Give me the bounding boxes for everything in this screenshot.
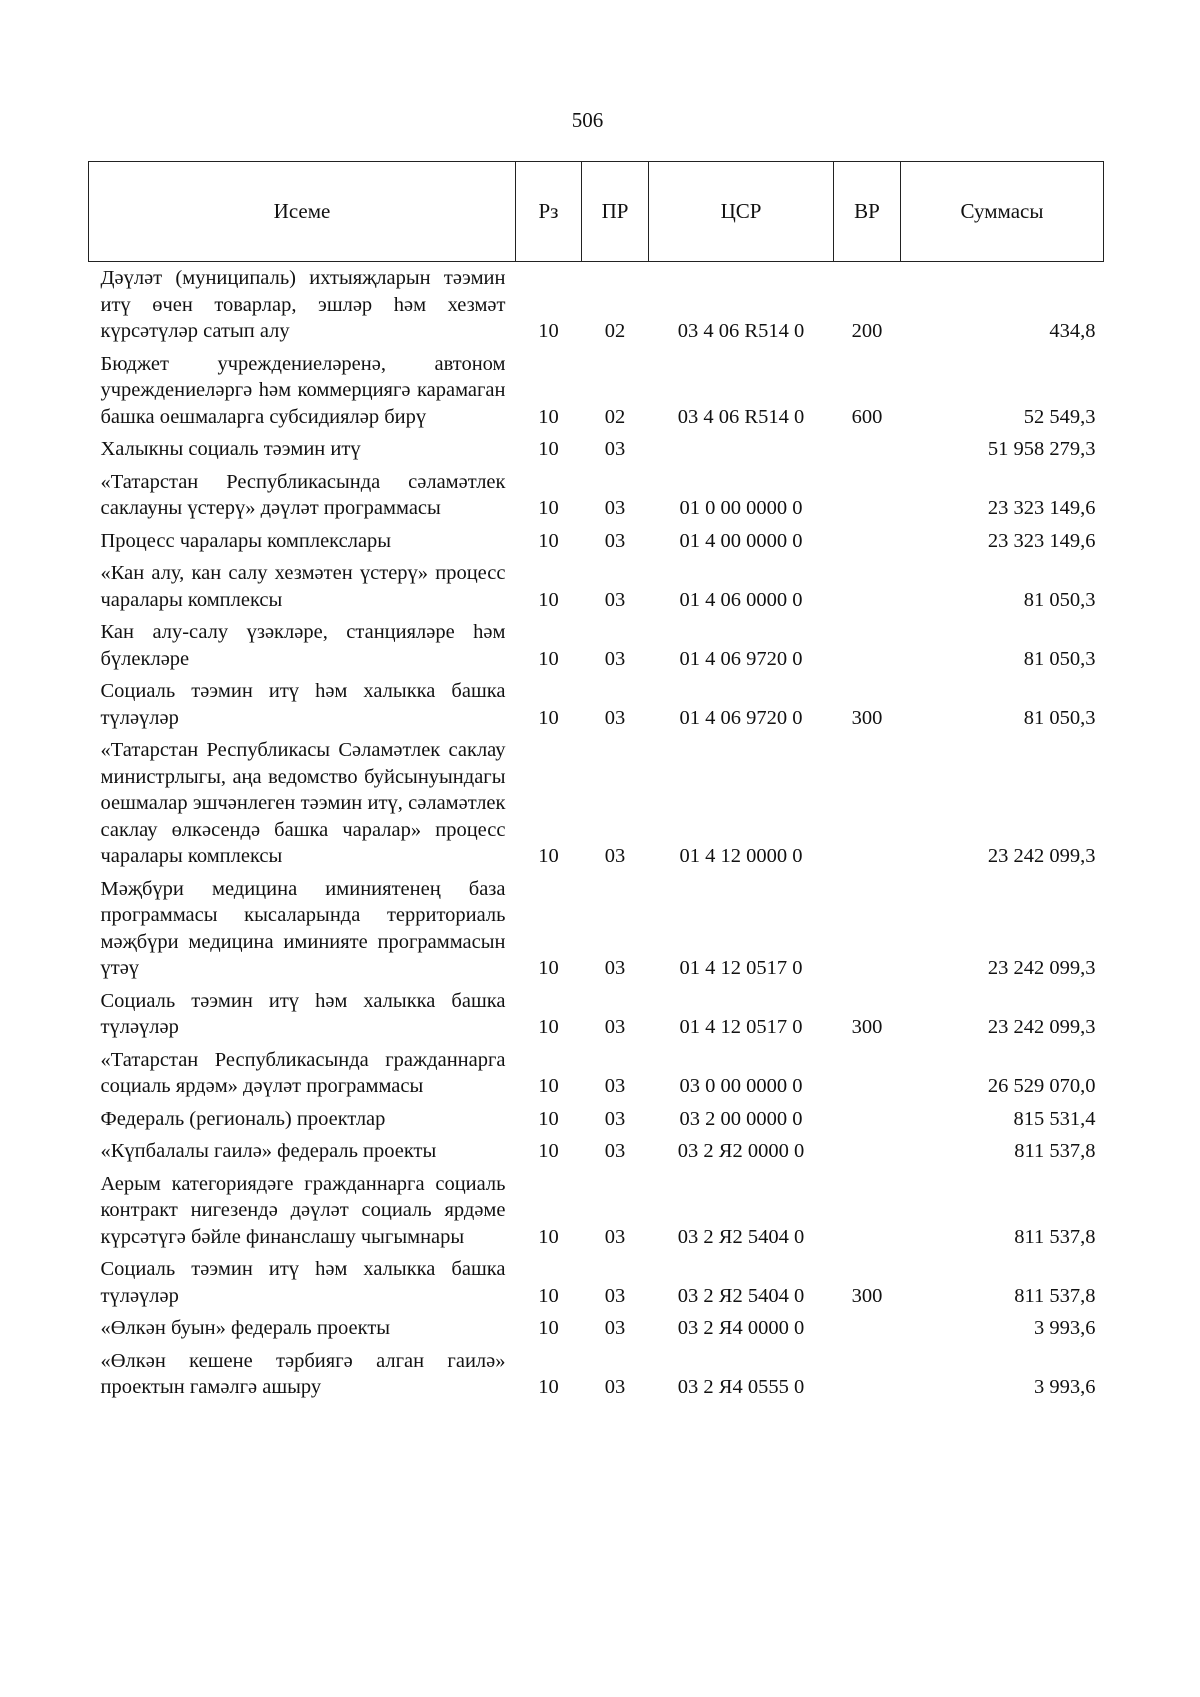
table-row	[89, 1312, 1104, 1345]
cell-sum: 26 529 070,0	[987, 1075, 1096, 1097]
cell-vr: 300	[851, 1016, 883, 1038]
table-row	[89, 675, 1104, 734]
cell-vr	[834, 1044, 901, 1103]
cell-vr	[834, 1103, 901, 1136]
cell-sum: 23 242 099,3	[987, 1016, 1096, 1038]
cell-pr: 03	[604, 957, 626, 979]
table-row	[89, 262, 1104, 348]
cell-pr: 03	[604, 1317, 626, 1339]
cell-vr	[834, 557, 901, 616]
cell-rz: 10	[538, 1317, 559, 1339]
table-row	[89, 348, 1104, 434]
cell-name: «Өлкән кешене тәрбиягә алган гаилә» проектын гамәлгә ашыру	[100, 1349, 506, 1398]
cell-pr: 03	[604, 706, 626, 729]
cell-name: Аерым категориядәге гражданнарга социаль контракт нигезендә дәүләт социаль ярдәме күрсәтүгә бәйле финанслашу чыгымнары	[100, 1172, 506, 1248]
table-row	[89, 734, 1104, 873]
cell-rz: 10	[538, 1376, 559, 1398]
table-row	[89, 873, 1104, 985]
cell-vr	[834, 1345, 901, 1404]
cell-sum: 81 050,3	[1023, 706, 1096, 729]
table-row	[89, 557, 1104, 616]
cell-pr: 03	[604, 438, 626, 460]
cell-csr: 01 4 12 0000 0	[679, 845, 803, 867]
header-vr: ВР	[834, 162, 901, 262]
cell-sum: 811 537,8	[1014, 1225, 1096, 1248]
cell-vr	[834, 525, 901, 558]
cell-pr: 03	[604, 1107, 626, 1130]
table-row	[89, 1253, 1104, 1312]
cell-name: Социаль тәэмин итү һәм халыкка башка түләүләр	[100, 1258, 506, 1307]
cell-name: Кан алу-салу үзәкләре, станцияләре һәм бүлекләре	[100, 621, 506, 670]
budget-table	[88, 161, 1104, 1404]
cell-name: «Татарстан Республикасында сәламәтлек саклауны үстерү» дәүләт программасы	[100, 470, 506, 519]
cell-vr	[834, 433, 901, 466]
cell-sum: 81 050,3	[1023, 588, 1096, 611]
cell-name: «Күпбалалы гаилә» федераль проекты	[100, 1140, 437, 1162]
cell-name: Процесс чаралары комплекслары	[100, 529, 392, 552]
cell-rz: 10	[538, 438, 559, 460]
cell-vr: 300	[851, 706, 883, 729]
cell-vr: 600	[851, 405, 883, 428]
cell-pr: 03	[604, 588, 626, 611]
cell-rz: 10	[538, 1107, 559, 1130]
header-rz: Рз	[516, 162, 582, 262]
cell-rz: 10	[538, 1284, 559, 1307]
page-number: 506	[571, 108, 604, 132]
cell-name: Дәүләт (муниципаль) ихтыяҗларын тәэмин итү өчен товарлар, эшләр һәм хезмәт күрсәтүләр сатып алу	[100, 267, 506, 342]
cell-csr: 01 4 12 0517 0	[679, 1016, 803, 1038]
cell-name: «Татарстан Республикасы Сәламәтлек саклау министрлыгы, аңа ведомство буйсынуындагы оешмалар эшчәнлеген тәэмин итү, сәламәтлек саклау өлкәсендә башка чаралар» процесс чаралары комплексы	[100, 739, 506, 867]
cell-name: Бюджет учреждениеләренә, автоном учреждениеләргә һәм коммерциягә карамаган башка оешмаларга субсидияләр бирү	[100, 352, 506, 428]
cell-vr	[834, 873, 901, 985]
cell-rz: 10	[538, 845, 559, 867]
cell-vr	[834, 1168, 901, 1254]
cell-sum: 52 549,3	[1023, 405, 1096, 428]
table-row	[89, 1345, 1104, 1404]
cell-pr: 02	[604, 320, 626, 342]
cell-rz: 10	[538, 320, 559, 342]
cell-rz: 10	[538, 1075, 559, 1097]
cell-sum: 434,8	[1049, 320, 1096, 342]
cell-csr: 03 2 Я4 0555 0	[677, 1376, 805, 1398]
cell-sum: 51 958 279,3	[987, 438, 1096, 460]
header-sum: Суммасы	[901, 162, 1104, 262]
table-row	[89, 466, 1104, 525]
cell-sum: 811 537,8	[1014, 1140, 1096, 1162]
cell-rz: 10	[538, 706, 559, 729]
cell-sum: 811 537,8	[1014, 1284, 1096, 1307]
table-row	[89, 1044, 1104, 1103]
table-row	[89, 1168, 1104, 1254]
cell-csr: 01 4 00 0000 0	[679, 529, 803, 552]
cell-name: Мәҗбүри медицина иминиятенең база программасы кысаларында территориаль мәҗбүри медицина иминияте программасын үтәү	[100, 877, 506, 979]
cell-sum: 23 242 099,3	[987, 957, 1096, 979]
cell-sum: 3 993,6	[1034, 1317, 1096, 1339]
cell-sum: 23 323 149,6	[987, 529, 1096, 552]
cell-csr: 01 4 06 9720 0	[679, 647, 803, 670]
cell-sum: 3 993,6	[1034, 1376, 1096, 1398]
cell-pr: 03	[604, 845, 626, 867]
table-row	[89, 985, 1104, 1044]
cell-name: Социаль тәэмин итү һәм халыкка башка түләүләр	[100, 989, 506, 1038]
cell-csr: 01 4 12 0517 0	[679, 957, 803, 979]
cell-csr: 01 4 06 0000 0	[679, 588, 803, 611]
cell-csr: 03 2 Я2 5404 0	[677, 1225, 805, 1248]
cell-vr: 200	[851, 320, 883, 342]
table-row	[89, 1103, 1104, 1136]
cell-pr: 03	[604, 647, 626, 670]
cell-sum: 23 323 149,6	[987, 497, 1096, 519]
header-csr: ЦСР	[649, 162, 834, 262]
cell-sum: 81 050,3	[1023, 647, 1096, 670]
header-name: Исеме	[89, 162, 516, 262]
cell-name: Федераль (региональ) проектлар	[100, 1107, 386, 1130]
cell-name: Социаль тәэмин итү һәм халыкка башка түләүләр	[100, 680, 506, 729]
cell-vr	[834, 1135, 901, 1168]
cell-csr: 03 4 06 R514 0	[677, 405, 805, 428]
cell-pr: 03	[604, 1284, 626, 1307]
cell-vr: 300	[851, 1284, 883, 1307]
cell-pr: 03	[604, 1225, 626, 1248]
cell-csr: 03 2 00 0000 0	[679, 1107, 803, 1130]
cell-sum: 815 531,4	[1013, 1107, 1096, 1130]
cell-pr: 03	[604, 529, 626, 552]
cell-csr: 03 4 06 R514 0	[677, 320, 805, 342]
cell-rz: 10	[538, 405, 559, 428]
cell-name: Халыкны социаль тәэмин итү	[100, 438, 361, 460]
table-row	[89, 616, 1104, 675]
cell-vr	[834, 616, 901, 675]
cell-csr: 01 0 00 0000 0	[679, 497, 803, 519]
header-pr: ПР	[582, 162, 649, 262]
table-row	[89, 1135, 1104, 1168]
cell-rz: 10	[538, 647, 559, 670]
cell-rz: 10	[538, 529, 559, 552]
cell-pr: 03	[604, 1075, 626, 1097]
cell-csr: 03 2 Я2 0000 0	[677, 1140, 805, 1162]
cell-csr	[649, 433, 834, 466]
cell-pr: 03	[604, 1140, 626, 1162]
cell-rz: 10	[538, 1225, 559, 1248]
cell-vr	[834, 734, 901, 873]
table-row	[89, 525, 1104, 558]
cell-name: «Кан алу, кан салу хезмәтен үстерү» процесс чаралары комплексы	[100, 562, 506, 611]
cell-vr	[834, 466, 901, 525]
cell-pr: 02	[604, 405, 626, 428]
table-header	[89, 162, 1104, 262]
table-body	[89, 262, 1104, 1404]
cell-rz: 10	[538, 588, 559, 611]
cell-sum: 23 242 099,3	[987, 845, 1096, 867]
cell-csr: 03 2 Я2 5404 0	[677, 1284, 805, 1307]
cell-csr: 03 2 Я4 0000 0	[677, 1317, 805, 1339]
cell-rz: 10	[538, 1140, 559, 1162]
cell-rz: 10	[538, 497, 559, 519]
cell-rz: 10	[538, 957, 559, 979]
cell-csr: 03 0 00 0000 0	[679, 1075, 803, 1097]
cell-name: «Өлкән буын» федераль проекты	[100, 1317, 391, 1339]
cell-name: «Татарстан Республикасында гражданнарга социаль ярдәм» дәүләт программасы	[100, 1048, 506, 1097]
cell-pr: 03	[604, 497, 626, 519]
cell-vr	[834, 1312, 901, 1345]
cell-rz: 10	[538, 1016, 559, 1038]
cell-pr: 03	[604, 1376, 626, 1398]
table-row	[89, 433, 1104, 466]
cell-csr: 01 4 06 9720 0	[679, 706, 803, 729]
cell-pr: 03	[604, 1016, 626, 1038]
